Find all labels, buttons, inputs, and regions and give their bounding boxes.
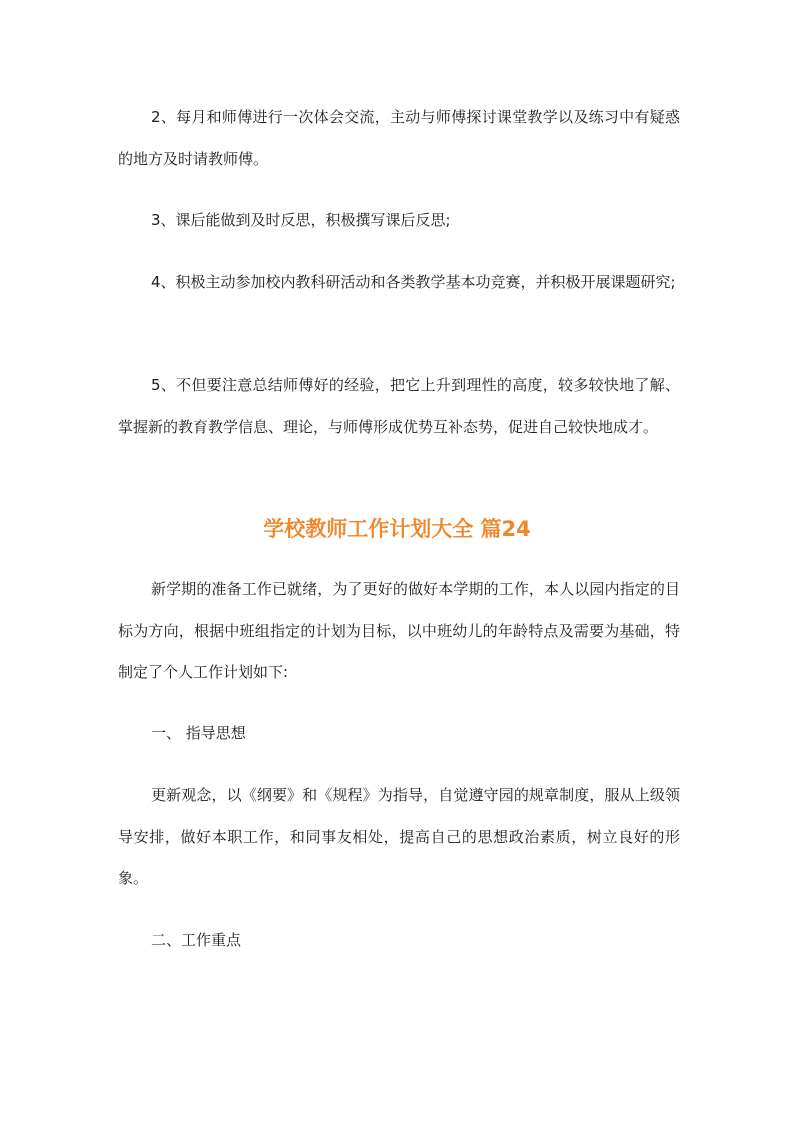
intro-paragraph: 新学期的准备工作已就绪，为了更好的做好本学期的工作，本人以园内指定的目标为方向，根据中班组指定的计划为目标，以中班幼儿的年龄特点及需要为基础，特制定了个人工作计划如下:	[118, 580, 680, 681]
paragraph-item-3: 3、课后能做到及时反思，积极撰写课后反思;	[151, 211, 451, 229]
subheading-guiding-thought: 一、 指导思想	[151, 724, 246, 742]
section-heading: 学校教师工作计划大全 篇24	[263, 517, 531, 541]
guiding-thought-paragraph: 更新观念，以《纲要》和《规程》为指导，自觉遵守园的规章制度，服从上级领导安排，做好本职工作，和同事友相处，提高自己的思想政治素质，树立良好的形象。	[118, 786, 680, 887]
paragraph-item-4: 4、积极主动参加校内教科研活动和各类教学基本功竞赛，并积极开展课题研究;	[151, 273, 676, 291]
paragraph-item-5: 5、不但要注意总结师傅好的经验，把它上升到理性的高度，较多较快地了解、掌握新的教育教学信息、理论，与师傅形成优势互补态势，促进自己较快地成才。	[118, 376, 680, 436]
paragraph-item-2: 2、每月和师傅进行一次体会交流，主动与师傅探讨课堂教学以及练习中有疑惑的地方及时请教师傅。	[118, 108, 680, 168]
subheading-work-focus: 二、工作重点	[151, 931, 242, 949]
